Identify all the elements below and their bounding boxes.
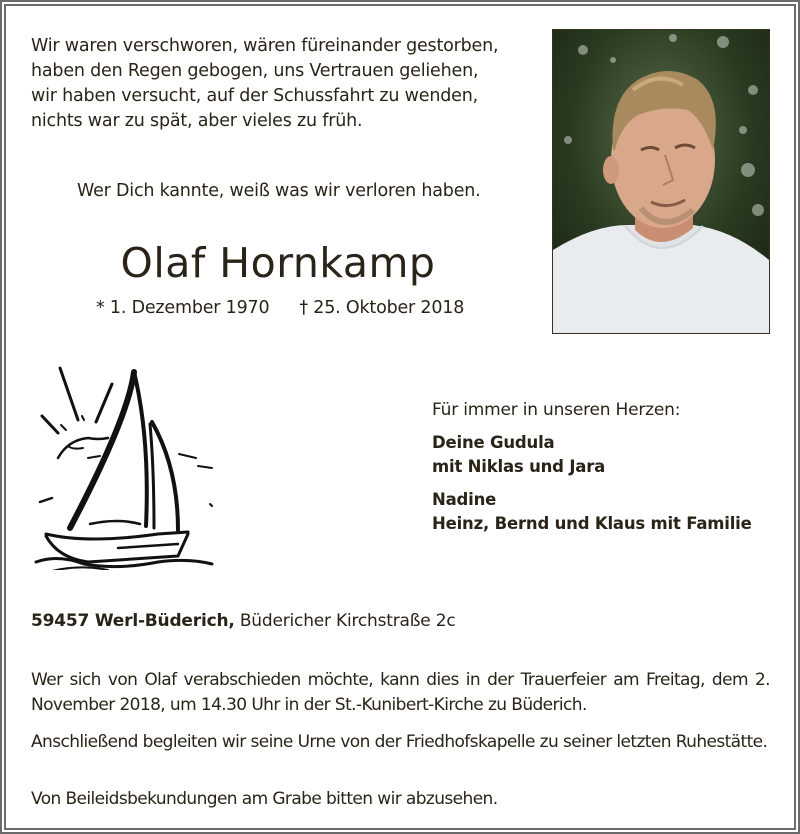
portrait-photo	[552, 29, 770, 334]
mourner-line: Nadine	[432, 490, 497, 509]
poem	[31, 34, 498, 134]
poem-line: nichts war zu spät, aber vieles zu früh.	[31, 111, 363, 131]
death-date: † 25. Oktober 2018	[299, 298, 465, 318]
poem-line: Wir waren verschworen, wären füreinander gestorben,	[31, 36, 499, 56]
sailboat-icon	[28, 358, 214, 570]
address	[31, 611, 456, 631]
mourners-block	[432, 398, 752, 536]
poem-line: wir haben versucht, auf der Schussfahrt zu wenden,	[31, 86, 478, 106]
life-dates	[96, 298, 464, 318]
mourner-line: mit Niklas und Jara	[432, 457, 606, 476]
mourner-group	[432, 488, 752, 536]
mourners-intro: Für immer in unseren Herzen:	[432, 400, 681, 420]
funeral-info-paragraph: Wer sich von Olaf verabschieden möchte, kann dies in der Trauerfeier am Freitag, dem 2. November 2018, um 14.30 Uhr in der St.-Kunibert-Kirche zu Büderich.	[31, 670, 770, 715]
condolence-paragraph: Von Beileidsbekundungen am Grabe bitten wir abzusehen.	[31, 789, 498, 809]
address-street: Büdericher Kirchstraße 2c	[239, 611, 456, 631]
deceased-name: Olaf Hornkamp	[120, 239, 436, 287]
urn-paragraph: Anschließend begleiten wir seine Urne von der Friedhofskapelle zu seiner letzten Ruhestätte.	[31, 732, 768, 752]
motto: Wer Dich kannte, weiß was wir verloren haben.	[77, 181, 481, 201]
mourner-line: Heinz, Bernd und Klaus mit Familie	[432, 514, 752, 533]
sailboat-illustration	[28, 358, 214, 570]
birth-date: * 1. Dezember 1970	[96, 298, 270, 318]
address-city: 59457 Werl-Büderich,	[31, 611, 235, 631]
portrait-photo-icon	[553, 30, 769, 333]
mourner-line: Deine Gudula	[432, 433, 555, 452]
mourner-group	[432, 431, 752, 479]
poem-line: haben den Regen gebogen, uns Vertrauen geliehen,	[31, 61, 479, 81]
